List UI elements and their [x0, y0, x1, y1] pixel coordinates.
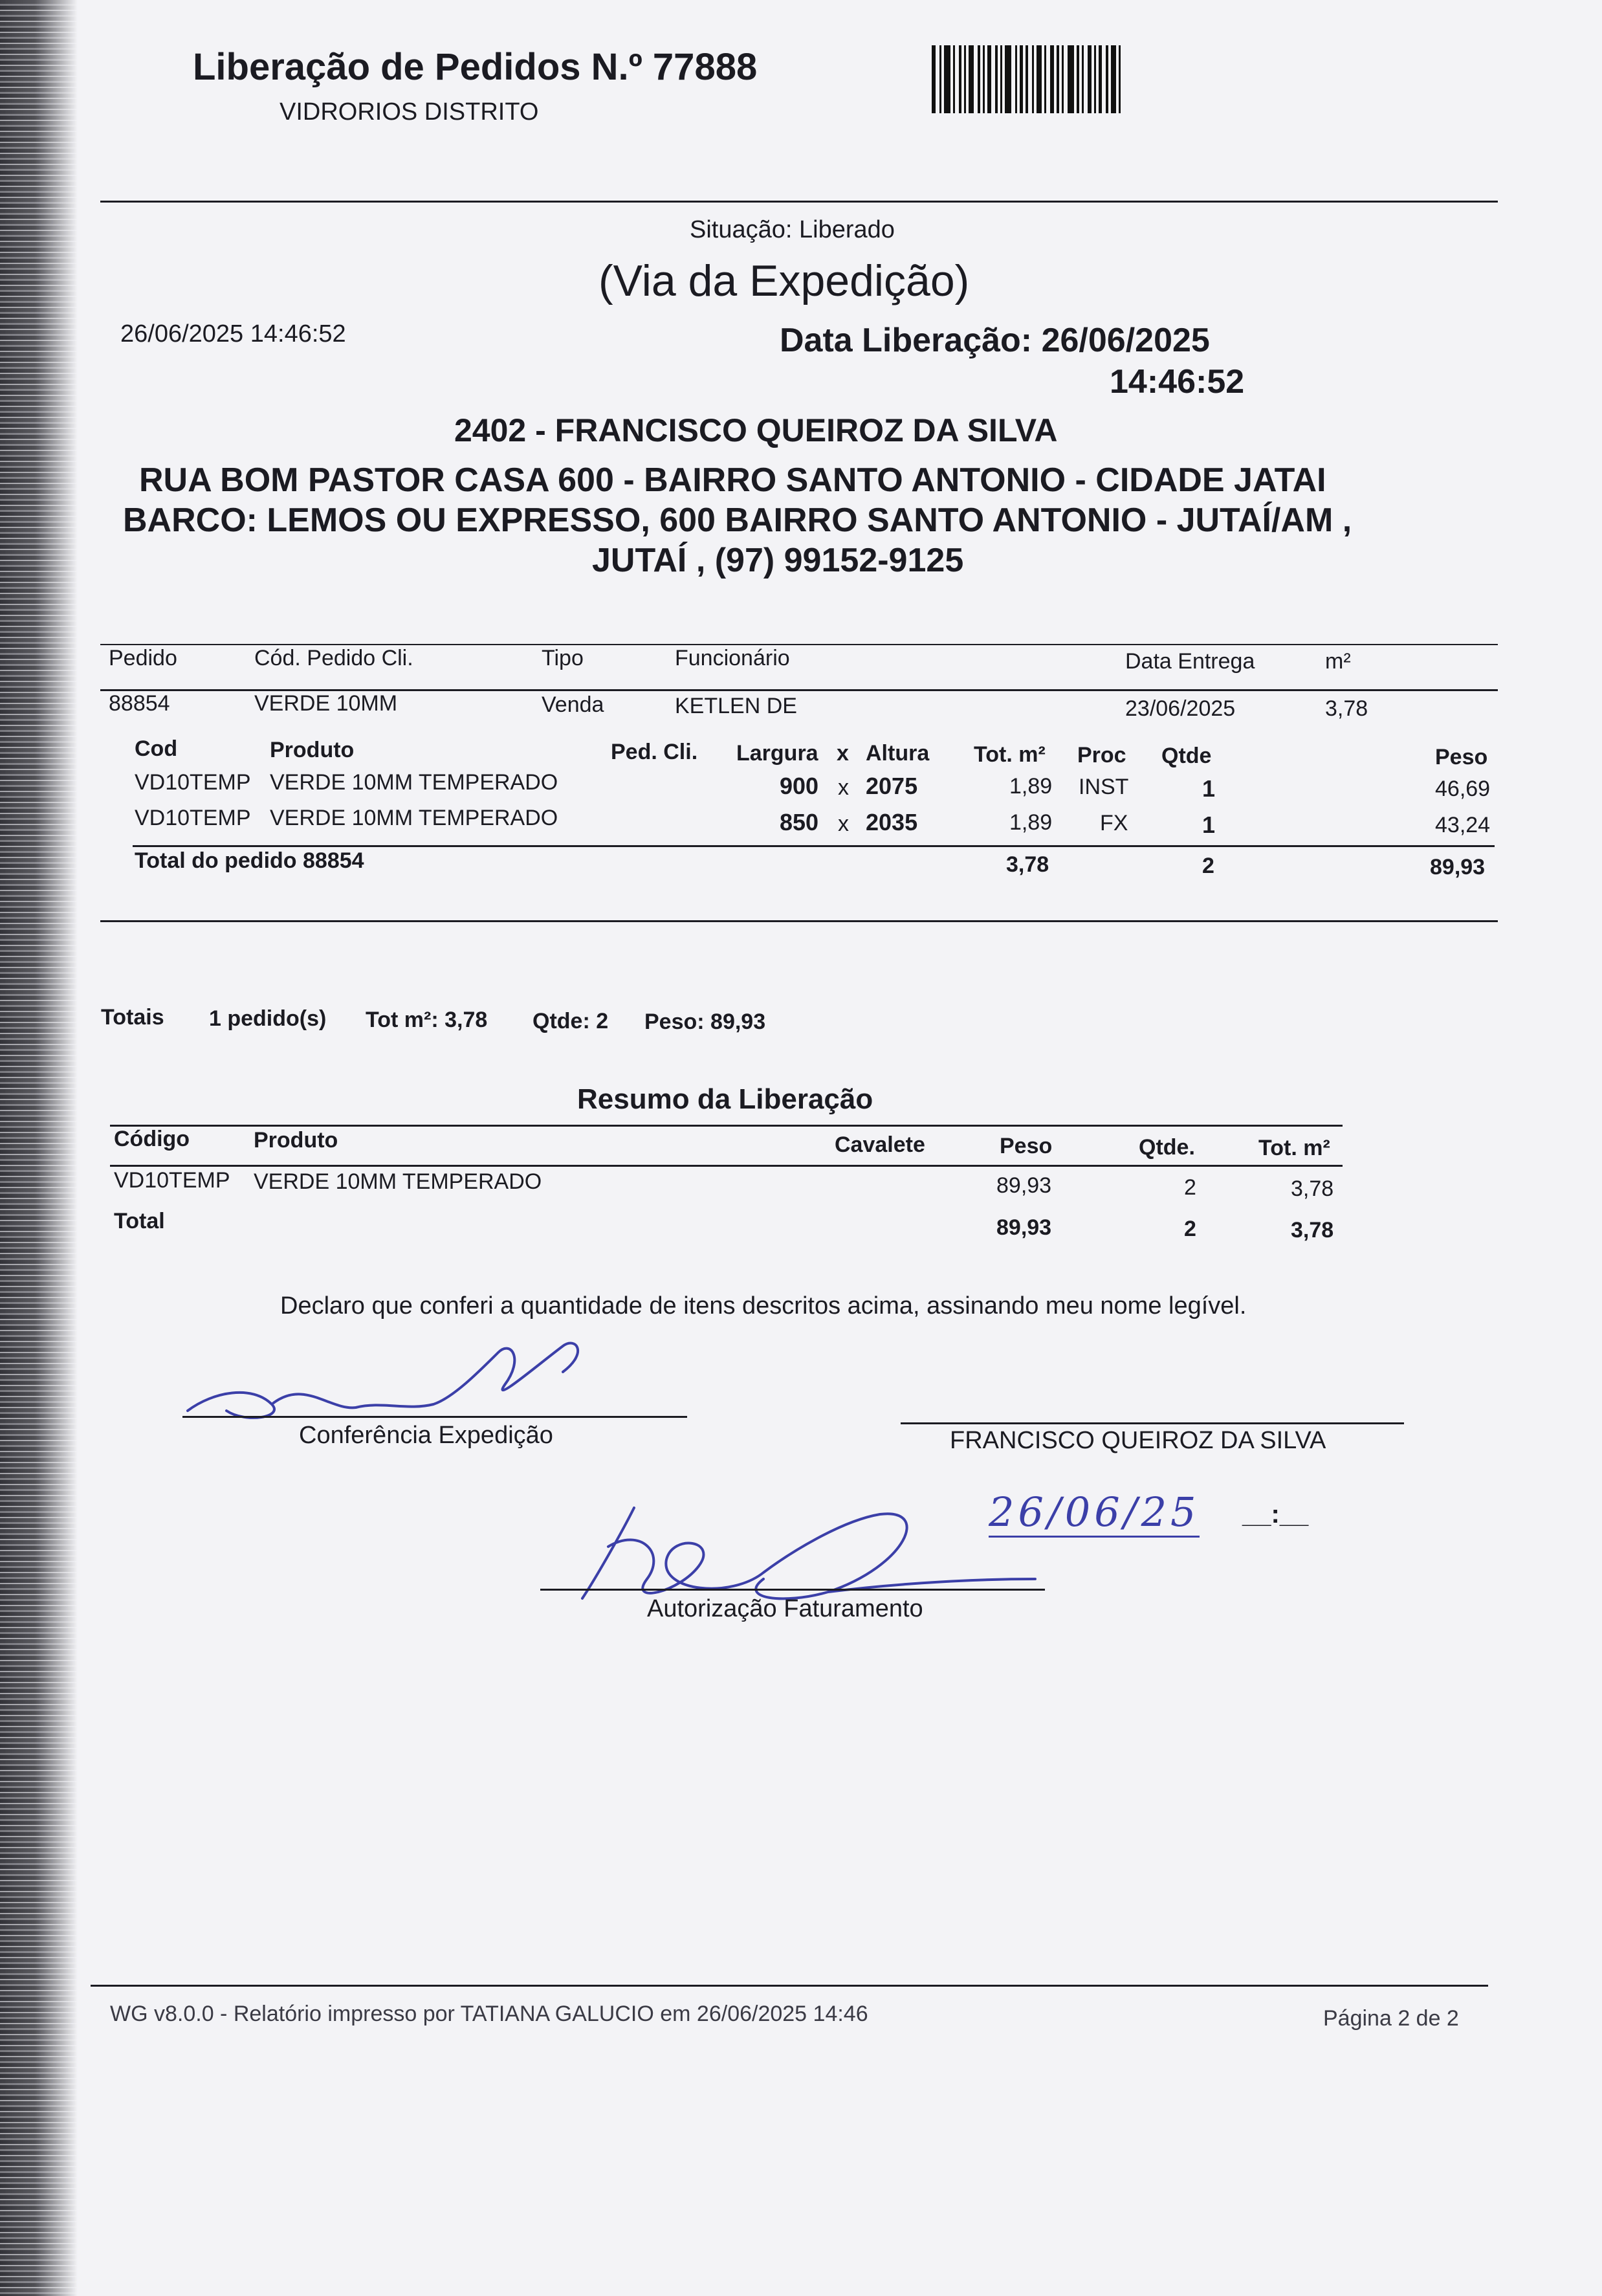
resumo-peso: 89,93: [996, 1173, 1052, 1198]
resumo-codigo: VD10TEMP: [114, 1168, 230, 1193]
item-tot-m2: 1,89: [1009, 774, 1053, 799]
totais-peso: Peso: 89,93: [644, 1010, 766, 1034]
item-cod: VD10TEMP: [135, 806, 251, 830]
barcode-bar: [1057, 45, 1059, 113]
col-ped-cli: Ped. Cli.: [611, 740, 698, 764]
barcode-bar: [1106, 45, 1108, 113]
release-time: 14:46:52: [1110, 363, 1245, 401]
client-address-1: RUA BOM PASTOR CASA 600 - BAIRRO SANTO ANTONIO - CIDADE JATAI: [139, 461, 1326, 499]
col-peso: Peso: [1435, 745, 1488, 769]
barcode-bar: [1062, 45, 1064, 113]
order-cod-pedido-cli: VERDE 10MM: [254, 691, 398, 716]
autorizacao-label: Autorização Faturamento: [647, 1595, 923, 1622]
signature-line: [182, 1416, 687, 1418]
divider: [100, 920, 1498, 922]
footer-printed-by: WG v8.0.0 - Relatório impresso por TATIANA GALUCIO em 26/06/2025 14:46: [110, 2002, 868, 2026]
item-largura: 900: [780, 773, 819, 799]
barcode-bar: [964, 45, 966, 113]
item-proc: FX: [1100, 811, 1128, 835]
status-text: Situação: Liberado: [690, 216, 895, 243]
totais-m2: Tot m²: 3,78: [366, 1008, 488, 1032]
barcode-bar: [1050, 45, 1054, 113]
col-largura: Largura: [736, 741, 818, 766]
col-funcionario: Funcionário: [675, 646, 790, 670]
col-tipo: Tipo: [542, 646, 584, 670]
col-x: x: [837, 741, 849, 766]
barcode-bar: [1111, 45, 1116, 113]
barcode-bar: [995, 45, 998, 113]
resumo-col-peso: Peso: [1000, 1134, 1053, 1158]
order-total-qtde: 2: [1202, 854, 1214, 878]
barcode-bar: [1005, 45, 1011, 113]
item-peso: 43,24: [1435, 813, 1491, 837]
barcode-bar: [1020, 45, 1023, 113]
barcode-bar: [969, 45, 974, 113]
item-qtde: 1: [1202, 775, 1216, 802]
barcode-bar: [939, 45, 941, 113]
barcode-bar: [1077, 45, 1079, 113]
release-date: Data Liberação: 26/06/2025: [780, 322, 1210, 359]
order-data-entrega: 23/06/2025: [1125, 696, 1236, 721]
conferencia-label: Conferência Expedição: [299, 1422, 553, 1449]
divider: [100, 201, 1498, 203]
resumo-title: Resumo da Liberação: [577, 1083, 873, 1115]
signature-autorizacao: [569, 1495, 1048, 1611]
resumo-total-peso: 89,93: [996, 1215, 1052, 1240]
barcode-bar: [953, 45, 955, 113]
barcode-bar: [1094, 45, 1096, 113]
resumo-col-cavalete: Cavalete: [835, 1132, 925, 1157]
client-signature-name: FRANCISCO QUEIROZ DA SILVA: [950, 1427, 1326, 1454]
barcode-bar: [1088, 45, 1092, 113]
order-m2: 3,78: [1325, 696, 1368, 721]
divider: [110, 1165, 1343, 1167]
col-m2: m²: [1325, 649, 1351, 674]
barcode-bar: [1015, 45, 1017, 113]
resumo-qtde: 2: [1184, 1175, 1196, 1200]
item-cod: VD10TEMP: [135, 770, 251, 795]
order-funcionario: KETLEN DE: [675, 694, 797, 718]
barcode-bar: [1119, 45, 1121, 113]
item-peso: 46,69: [1435, 777, 1491, 801]
item-proc: INST: [1079, 775, 1129, 799]
barcode-bar: [944, 45, 950, 113]
barcode-bar: [1044, 45, 1046, 113]
barcode-bar: [987, 45, 991, 113]
resumo-col-codigo: Código: [114, 1127, 190, 1151]
resumo-col-qtde: Qtde.: [1139, 1135, 1195, 1160]
handwritten-date: 26/06/25: [989, 1488, 1200, 1538]
item-altura: 2035: [866, 809, 918, 835]
client-name: 2402 - FRANCISCO QUEIROZ DA SILVA: [454, 412, 1058, 448]
barcode-bar: [1099, 45, 1102, 113]
barcode-bar: [932, 45, 936, 113]
barcode-bar: [1000, 45, 1002, 113]
item-produto: VERDE 10MM TEMPERADO: [270, 806, 558, 830]
resumo-total-label: Total: [114, 1209, 165, 1233]
item-qtde: 1: [1202, 811, 1216, 838]
barcode-bar: [1037, 45, 1042, 113]
totais-pedidos: 1 pedido(s): [209, 1006, 327, 1031]
order-total-m2: 3,78: [1006, 852, 1049, 877]
barcode-bar: [959, 45, 961, 113]
resumo-total-qtde: 2: [1184, 1217, 1196, 1241]
barcode-bar: [983, 45, 985, 113]
item-largura: 850: [780, 809, 819, 835]
order-tipo: Venda: [542, 692, 604, 717]
company-name: VIDRORIOS DISTRITO: [280, 98, 539, 126]
resumo-produto: VERDE 10MM TEMPERADO: [254, 1169, 542, 1194]
signature-line: [540, 1589, 1045, 1591]
divider: [110, 1125, 1343, 1127]
declaration: Declaro que conferi a quantidade de itens descritos acima, assinando meu nome legível.: [280, 1292, 1247, 1319]
col-tot-m2: Tot. m²: [974, 742, 1046, 767]
page-title: Liberação de Pedidos N.º 77888: [193, 46, 758, 88]
time-blank: __:__: [1242, 1500, 1309, 1529]
barcode-bar: [1082, 45, 1084, 113]
barcode-bar: [1032, 45, 1034, 113]
col-qtde: Qtde: [1161, 744, 1212, 768]
item-x: x: [838, 811, 849, 836]
barcode-bar: [1068, 45, 1074, 113]
resumo-col-tot-m2: Tot. m²: [1258, 1136, 1330, 1160]
totais-label: Totais: [101, 1005, 164, 1030]
resumo-col-produto: Produto: [254, 1128, 338, 1153]
divider: [133, 845, 1495, 847]
order-total-peso: 89,93: [1430, 855, 1486, 879]
item-x: x: [838, 775, 849, 800]
totais-qtde: Qtde: 2: [532, 1009, 609, 1033]
page-number: Página 2 de 2: [1323, 2006, 1459, 2031]
barcode: [932, 45, 1178, 113]
via-title: (Via da Expedição): [598, 256, 970, 305]
scan-edge-artifact: [0, 0, 78, 2296]
order-pedido: 88854: [109, 691, 170, 716]
item-altura: 2075: [866, 773, 918, 799]
resumo-tot-m2: 3,78: [1291, 1176, 1334, 1201]
item-tot-m2: 1,89: [1009, 810, 1053, 835]
divider: [100, 644, 1498, 645]
col-pedido: Pedido: [109, 646, 177, 670]
print-timestamp: 26/06/2025 14:46:52: [120, 320, 346, 348]
barcode-bar: [978, 45, 980, 113]
col-cod-pedido-cli: Cód. Pedido Cli.: [254, 646, 413, 670]
col-data-entrega: Data Entrega: [1125, 649, 1255, 674]
resumo-total-m2: 3,78: [1291, 1218, 1334, 1242]
col-produto: Produto: [270, 738, 355, 762]
barcode-bar: [1026, 45, 1028, 113]
item-produto: VERDE 10MM TEMPERADO: [270, 770, 558, 795]
signature-line: [901, 1422, 1404, 1424]
col-altura: Altura: [866, 741, 930, 766]
col-cod: Cod: [135, 736, 178, 761]
divider: [91, 1985, 1488, 1987]
client-address-2: BARCO: LEMOS OU EXPRESSO, 600 BAIRRO SANTO ANTONIO - JUTAÍ/AM ,: [123, 502, 1352, 539]
col-proc: Proc: [1077, 743, 1126, 767]
order-total-label: Total do pedido 88854: [135, 848, 364, 873]
client-address-3: JUTAÍ , (97) 99152-9125: [592, 542, 964, 579]
